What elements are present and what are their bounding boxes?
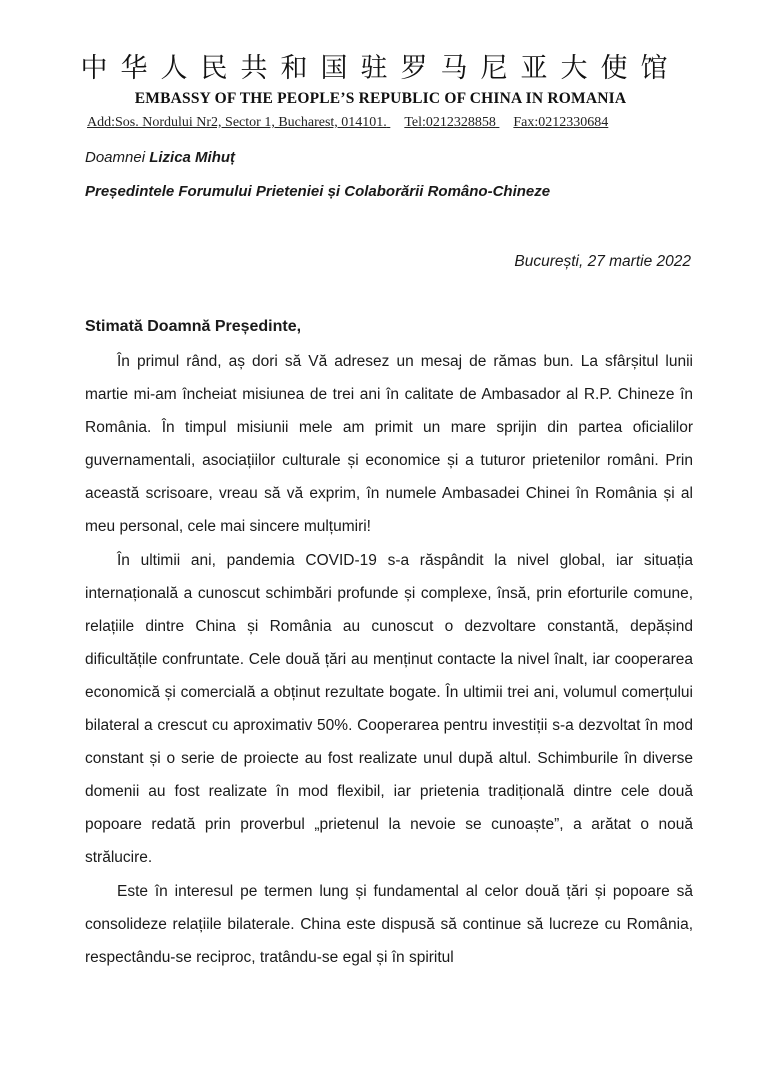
body-paragraph: Este în interesul pe termen lung și fundamental al celor două țări și popoare să consolideze relațiile bilaterale. China este dispusă să continue să lucreze cu România, respectându-se reciproc, tratându-se egal și în spiritul: [85, 882, 693, 966]
letterhead-fax: Fax:0212330684: [513, 115, 609, 130]
recipient-prefix: Doamnei: [85, 149, 150, 166]
letterhead-contact-line: [87, 115, 691, 131]
letterhead-address: Add:Sos. Nordului Nr2, Sector 1, Bucharest, 014101.: [87, 115, 387, 130]
letter-body: [85, 345, 693, 974]
body-paragraph: În ultimii ani, pandemia COVID-19 s-a răspândit la nivel global, iar situația internațională a cunoscut schimbări profunde și complexe, însă, prin eforturile comune, relațiile dintre China și România au cunoscut o dezvoltare constantă, depășind dificultățile confruntate. Cele două țări au menținut contacte la nivel înalt, iar cooperarea economică și comercială a obținut rezultate bogate. În ultimii trei ani, volumul comerțului bilateral a crescut cu aproximativ 50%. Cooperarea pentru investiții s-a dezvoltat în mod constant și o serie de proiecte au fost realizate unul după altul. Schimburile în diverse domenii au fost realizate în mod flexibil, iar prietenia tradițională dintre cele două popoare redată prin proverbul „prietenul la nevoie se cunoaște”, a arătat o nouă strălucire.: [85, 551, 693, 867]
recipient-name: Lizica Mihuț: [149, 149, 236, 166]
recipient-line: [85, 149, 235, 166]
letterhead-chinese-title: 中华人民共和国驻罗马尼亚大使馆: [80, 53, 681, 84]
letter-date: București, 27 martie 2022: [514, 253, 691, 270]
letter-salutation: Stimată Doamnă Președinte,: [85, 318, 302, 335]
letterhead-english-title: EMBASSY OF THE PEOPLE’S REPUBLIC OF CHINA IN ROMANIA: [134, 90, 627, 107]
recipient-position: Președintele Forumului Prieteniei și Colaborării Româno-Chineze: [85, 183, 551, 200]
body-paragraph: În primul rând, aș dori să Vă adresez un mesaj de rămas bun. La sfârșitul lunii martie mi-am încheiat misiunea de trei ani în calitate de Ambasador al R.P. Chineze în România. În timpul misiunii mele am primit un mare sprijin din partea oficialilor guvernamentali, asociațiilor culturale și economice și a tuturor prietenilor români. Prin această scrisoare, vreau să vă exprim, în numele Ambasadei Chinei în România și al meu personal, cele mai sincere mulțumiri!: [85, 353, 693, 536]
letterhead-tel: Tel:0212328858: [404, 115, 496, 130]
